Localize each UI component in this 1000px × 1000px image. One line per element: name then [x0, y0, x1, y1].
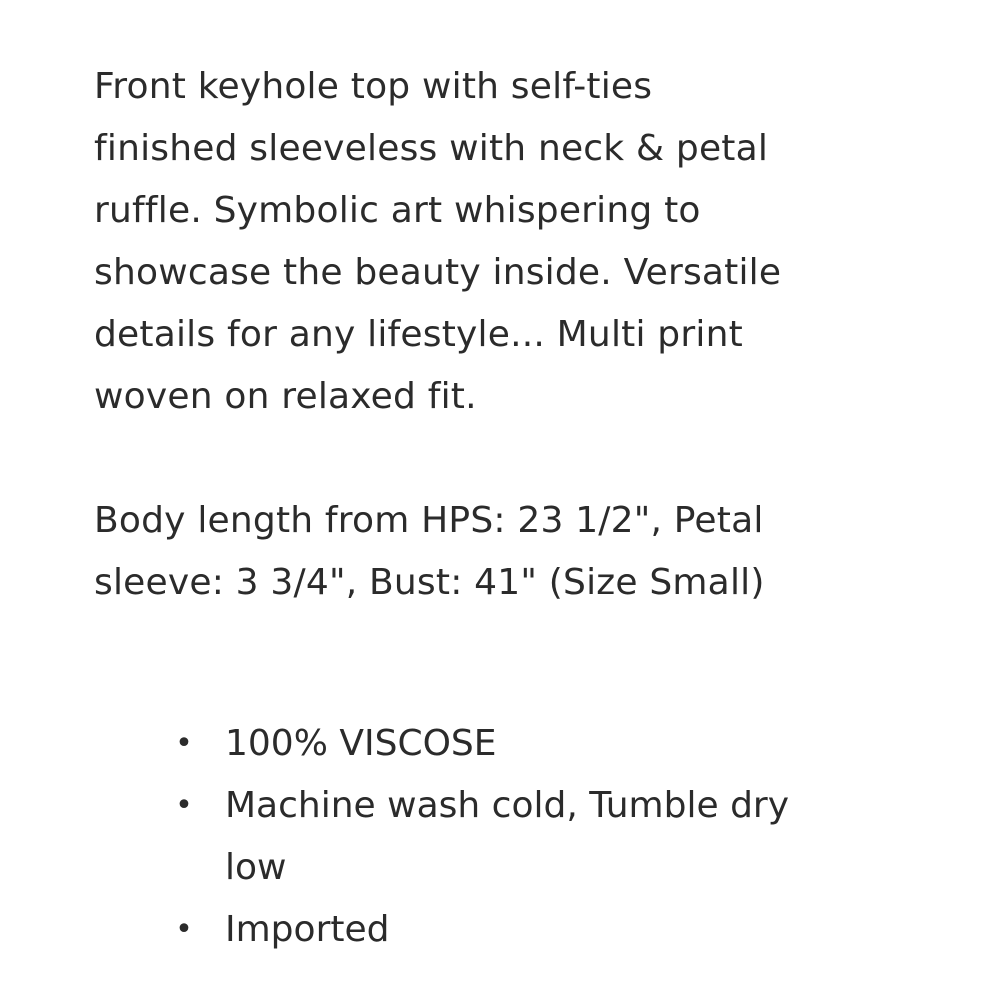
detail-line: Imported [225, 909, 390, 950]
list-item [94, 775, 934, 899]
detail-line: low [225, 847, 287, 888]
list-item [94, 899, 934, 961]
measurements-line: Body length from HPS: 23 1/2", Petal [94, 500, 764, 541]
description-line: finished sleeveless with neck & petal [94, 128, 769, 169]
detail-line: 100% VISCOSE [225, 723, 497, 764]
description-line: Front keyhole top with self-ties [94, 66, 653, 107]
product-details-list [94, 713, 934, 961]
bullet-icon: • [175, 788, 193, 823]
description-line: woven on relaxed fit. [94, 376, 477, 417]
description-line: ruffle. Symbolic art whispering to [94, 190, 701, 231]
description-line: showcase the beauty inside. Versatile [94, 252, 782, 293]
detail-line: Machine wash cold, Tumble dry [225, 785, 790, 826]
list-item [94, 713, 934, 775]
bullet-icon: • [175, 726, 193, 761]
measurements-paragraph [94, 490, 934, 614]
description-paragraph [94, 56, 934, 428]
detail-text [225, 899, 934, 961]
product-description [94, 56, 934, 614]
bullet-icon: • [175, 912, 193, 947]
description-line: details for any lifestyle... Multi print [94, 314, 743, 355]
detail-text [225, 713, 934, 775]
detail-text [225, 775, 934, 899]
measurements-line: sleeve: 3 3/4", Bust: 41" (Size Small) [94, 562, 765, 603]
